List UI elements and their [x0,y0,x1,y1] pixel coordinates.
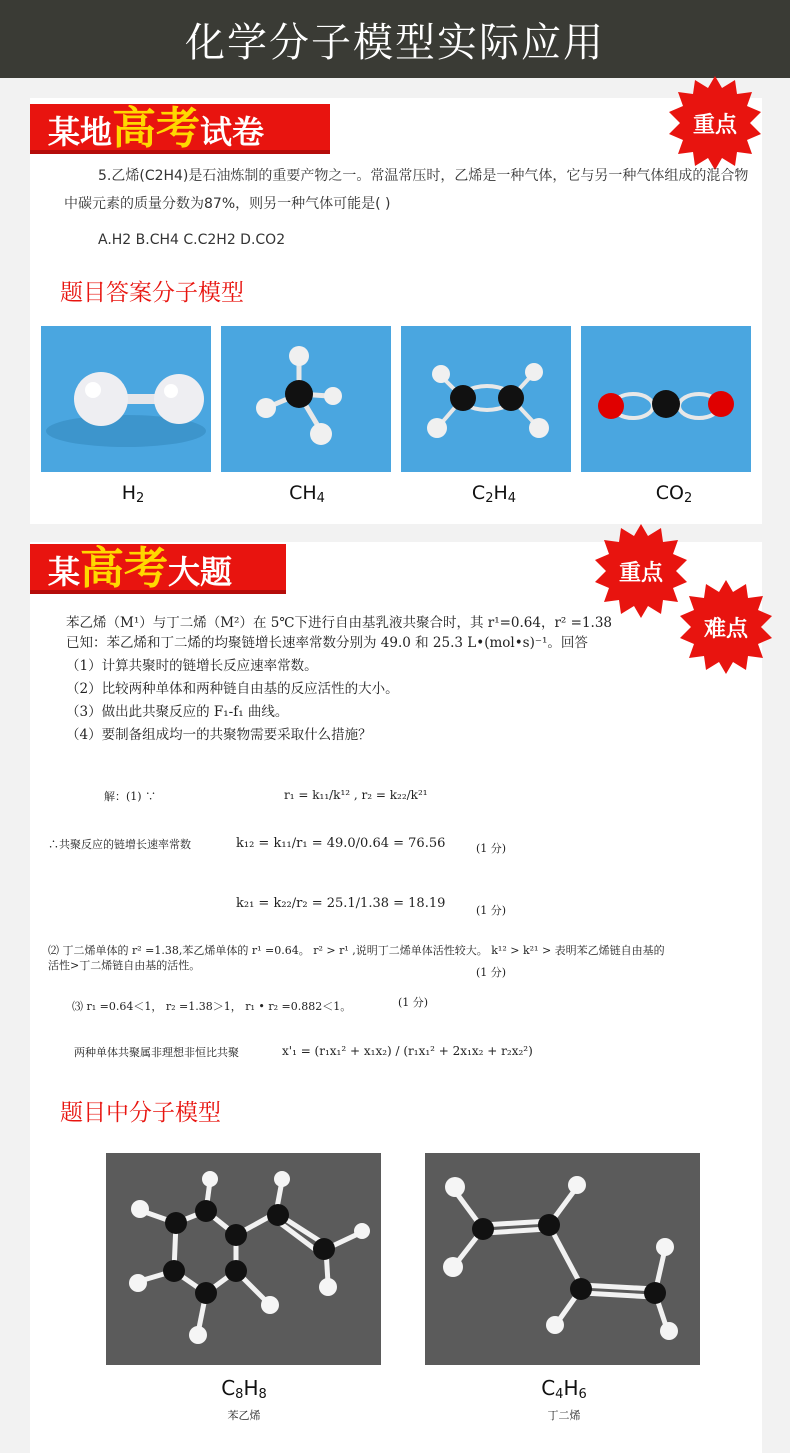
solution-step-2: ∴共聚反应的链增长速率常数 [48,838,191,851]
page-header [0,0,790,78]
problem-item-3: （3）做出此共聚反应的 F₁-f₁ 曲线。 [66,704,289,720]
co2-formula: $CO_2$ [655,482,693,506]
key-badge-label: 重点 [618,560,663,586]
banner-pre: 某地 [48,113,113,151]
banner-post: 大题 [168,553,233,591]
problem-line-2: 已知：苯乙烯和丁二烯的均聚链增长速率常数分别为 49.0 和 25.3 L•(mol•s)⁻¹。回答 [66,635,588,651]
solution-part-2a: ⑵ 丁二烯单体的 r² =1.38,苯乙烯单体的 r¹ =0.64。 r² > r¹ ,说明丁二烯单体活性较大。 k¹² > k²¹ > 表明苯乙烯链自由基的 [48,944,665,957]
c4h6-formula: $C_4H_6$ [541,1376,587,1402]
problem-item-1: （1）计算共聚时的链增长反应速率常数。 [66,658,318,674]
problem-line-1: 苯乙烯（M¹）与丁二烯（M²）在 5℃下进行自由基乳液共聚合时，其 r¹=0.64，r² =1.38 [66,615,613,631]
banner-post: 试卷 [200,113,265,151]
ch4-model-image [221,326,391,472]
butadiene-model-photo [425,1153,700,1365]
solution-points-3: (1 分) [476,966,507,979]
solution-equation: x'₁ = (r₁x₁² + x₁x₂) / (r₁x₁² + 2x₁x₂ + r₂x₂²) [282,1044,533,1058]
banner-pre: 某 [48,553,81,591]
h2-model-image [41,326,211,472]
problem-models-subtitle: 题目中分子模型 [60,1100,221,1126]
solution-part-3: ⑶ r₁ =0.64＜1， r₂ =1.38＞1， r₁ • r₂ =0.882＜1。 [72,1000,352,1013]
solution-points-1: (1 分) [476,842,507,855]
key-badge-2 [594,524,688,618]
solution-k12: k₁₂ = k₁₁/r₁ = 49.0/0.64 = 76.56 [236,836,446,851]
c2h4-formula: $C_2H_4$ [471,482,517,506]
solution-part-2b: 活性>丁二烯链自由基的活性。 [48,959,201,972]
solution-r-expr: r₁ = k₁₁/k¹² , r₂ = k₂₂/k²¹ [284,788,428,802]
question-options: A.H2 B.CH4 C.C2H2 D.CO2 [98,232,286,248]
page-title: 化学分子模型实际应用 [185,19,605,66]
solution-points-2: (1 分) [476,904,507,917]
problem-item-4: （4）要制备组成均一的共聚物需要采取什么措施？ [66,727,372,743]
banner-highlight: 高考 [112,103,201,154]
solution-step-1: 解：(1) ∵ [104,790,157,803]
h2-formula: $H_2$ [121,482,145,506]
question-text: 5.乙烯(C2H4)是石油炼制的重要产物之一。常温常压时，乙烯是一种气体，它与另一种气体组成的混合物中碳元素的质量分数为87%，则另一种气体可能是( ) [64,168,749,212]
co2-model-image [581,326,751,472]
ch4-formula: $CH_4$ [289,482,325,506]
styrene-model-photo [106,1153,381,1365]
key-badge-label: 重点 [692,112,737,138]
problem-item-2: （2）比较两种单体和两种链自由基的反应活性的大小。 [66,681,399,697]
exam-banner [30,104,330,154]
c8h8-formula: $C_8H_8$ [221,1376,267,1402]
difficult-badge-label: 难点 [703,616,748,642]
problem-banner [30,544,286,594]
solution-points-4: (1 分) [398,996,429,1009]
key-badge [668,76,762,170]
butadiene-caption: 丁二烯 [547,1409,581,1422]
banner-highlight: 高考 [80,543,169,594]
solution-k21: k₂₁ = k₂₂/r₂ = 25.1/1.38 = 18.19 [236,896,446,911]
solution-part-4: 两种单体共聚属非理想非恒比共聚 [74,1046,239,1059]
answer-models-subtitle: 题目答案分子模型 [60,280,244,306]
c2h4-model-image [401,326,571,472]
styrene-caption: 苯乙烯 [227,1409,261,1422]
